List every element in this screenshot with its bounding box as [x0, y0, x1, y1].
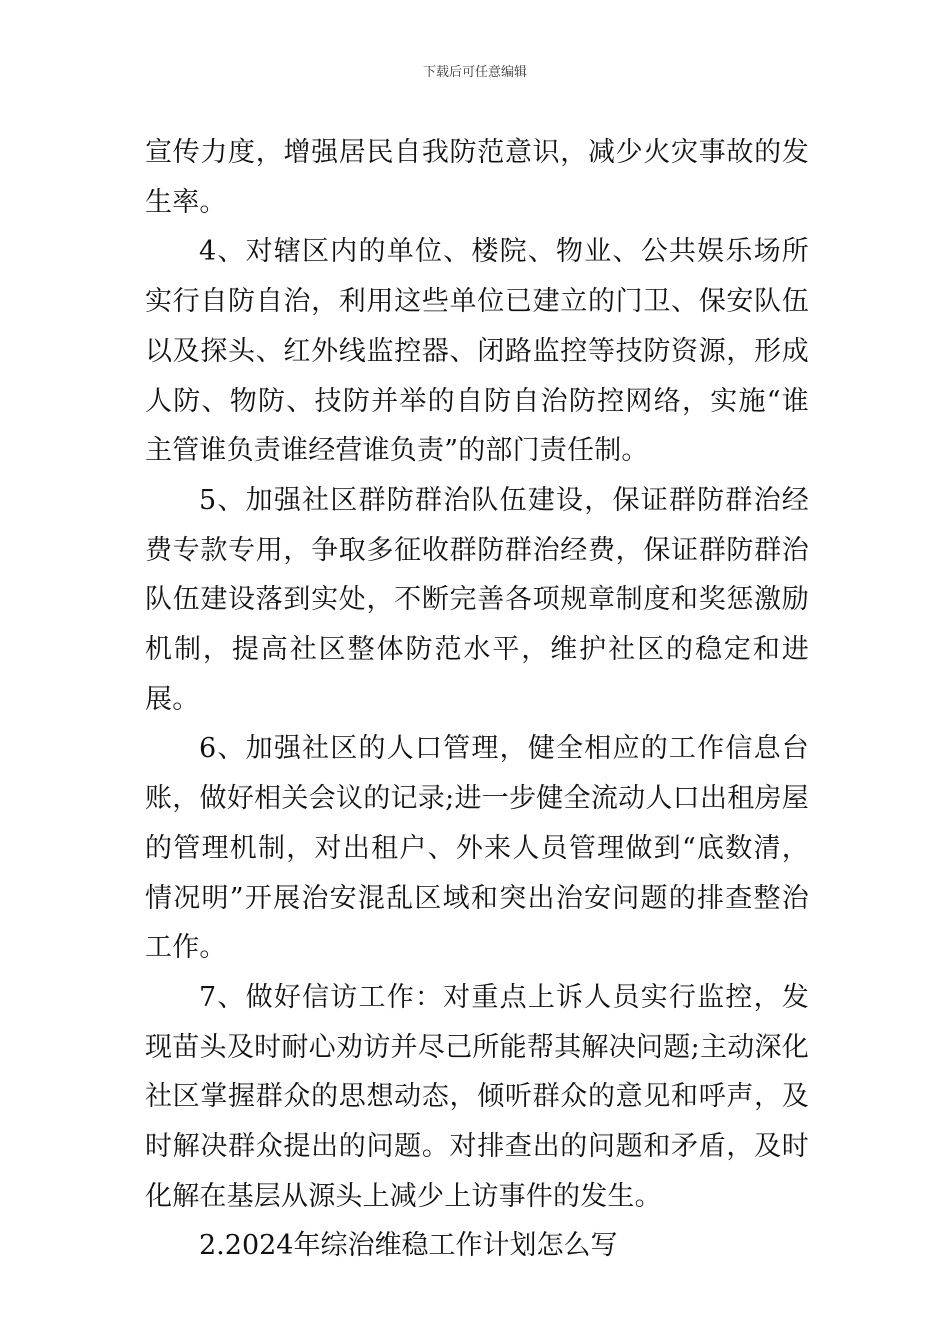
paragraph-item-5: 5、加强社区群防群治队伍建设，保证群防群治经费专款专用，争取多征收群防群治经费，保证群防群治队伍建设落到实处，不断完善各项规章制度和奖惩激励机制，提高社区整体防范水平，维护社区的稳定和进展。	[145, 484, 809, 715]
paragraph-item-7: 7、做好信访工作：对重点上诉人员实行监控，发现苗头及时耐心劝访并尽己所能帮其解决问题;主动深化社区掌握群众的思想动态，倾听群众的意见和呼声，及时解决群众提出的问题。对排查出的问题和矛盾，及时化解在基层从源头上减少上访事件的发生。	[145, 981, 809, 1212]
paragraph-item-6: 6、加强社区的人口管理，健全相应的工作信息台账，做好相关会议的记录;进一步健全流动人口出租房屋的管理机制，对出租户、外来人员管理做到“底数清，情况明”开展治安混乱区域和突出治安问题的排查整治工作。	[145, 733, 809, 964]
document-body	[145, 128, 809, 1271]
section-heading: 2.2024年综治维稳工作计划怎么写	[199, 1230, 618, 1262]
paragraph-item-4: 4、对辖区内的单位、楼院、物业、公共娱乐场所实行自防自治，利用这些单位已建立的门卫、保安队伍以及探头、红外线监控器、闭路监控等技防资源，形成人防、物防、技防并举的自防自治防控网络，实施“谁主管谁负责谁经营谁负责”的部门责任制。	[145, 236, 809, 467]
page-header: 下载后可任意编辑	[422, 65, 527, 80]
paragraph-continuation: 宣传力度，增强居民自我防范意识，减少火灾事故的发生率。	[145, 137, 809, 218]
